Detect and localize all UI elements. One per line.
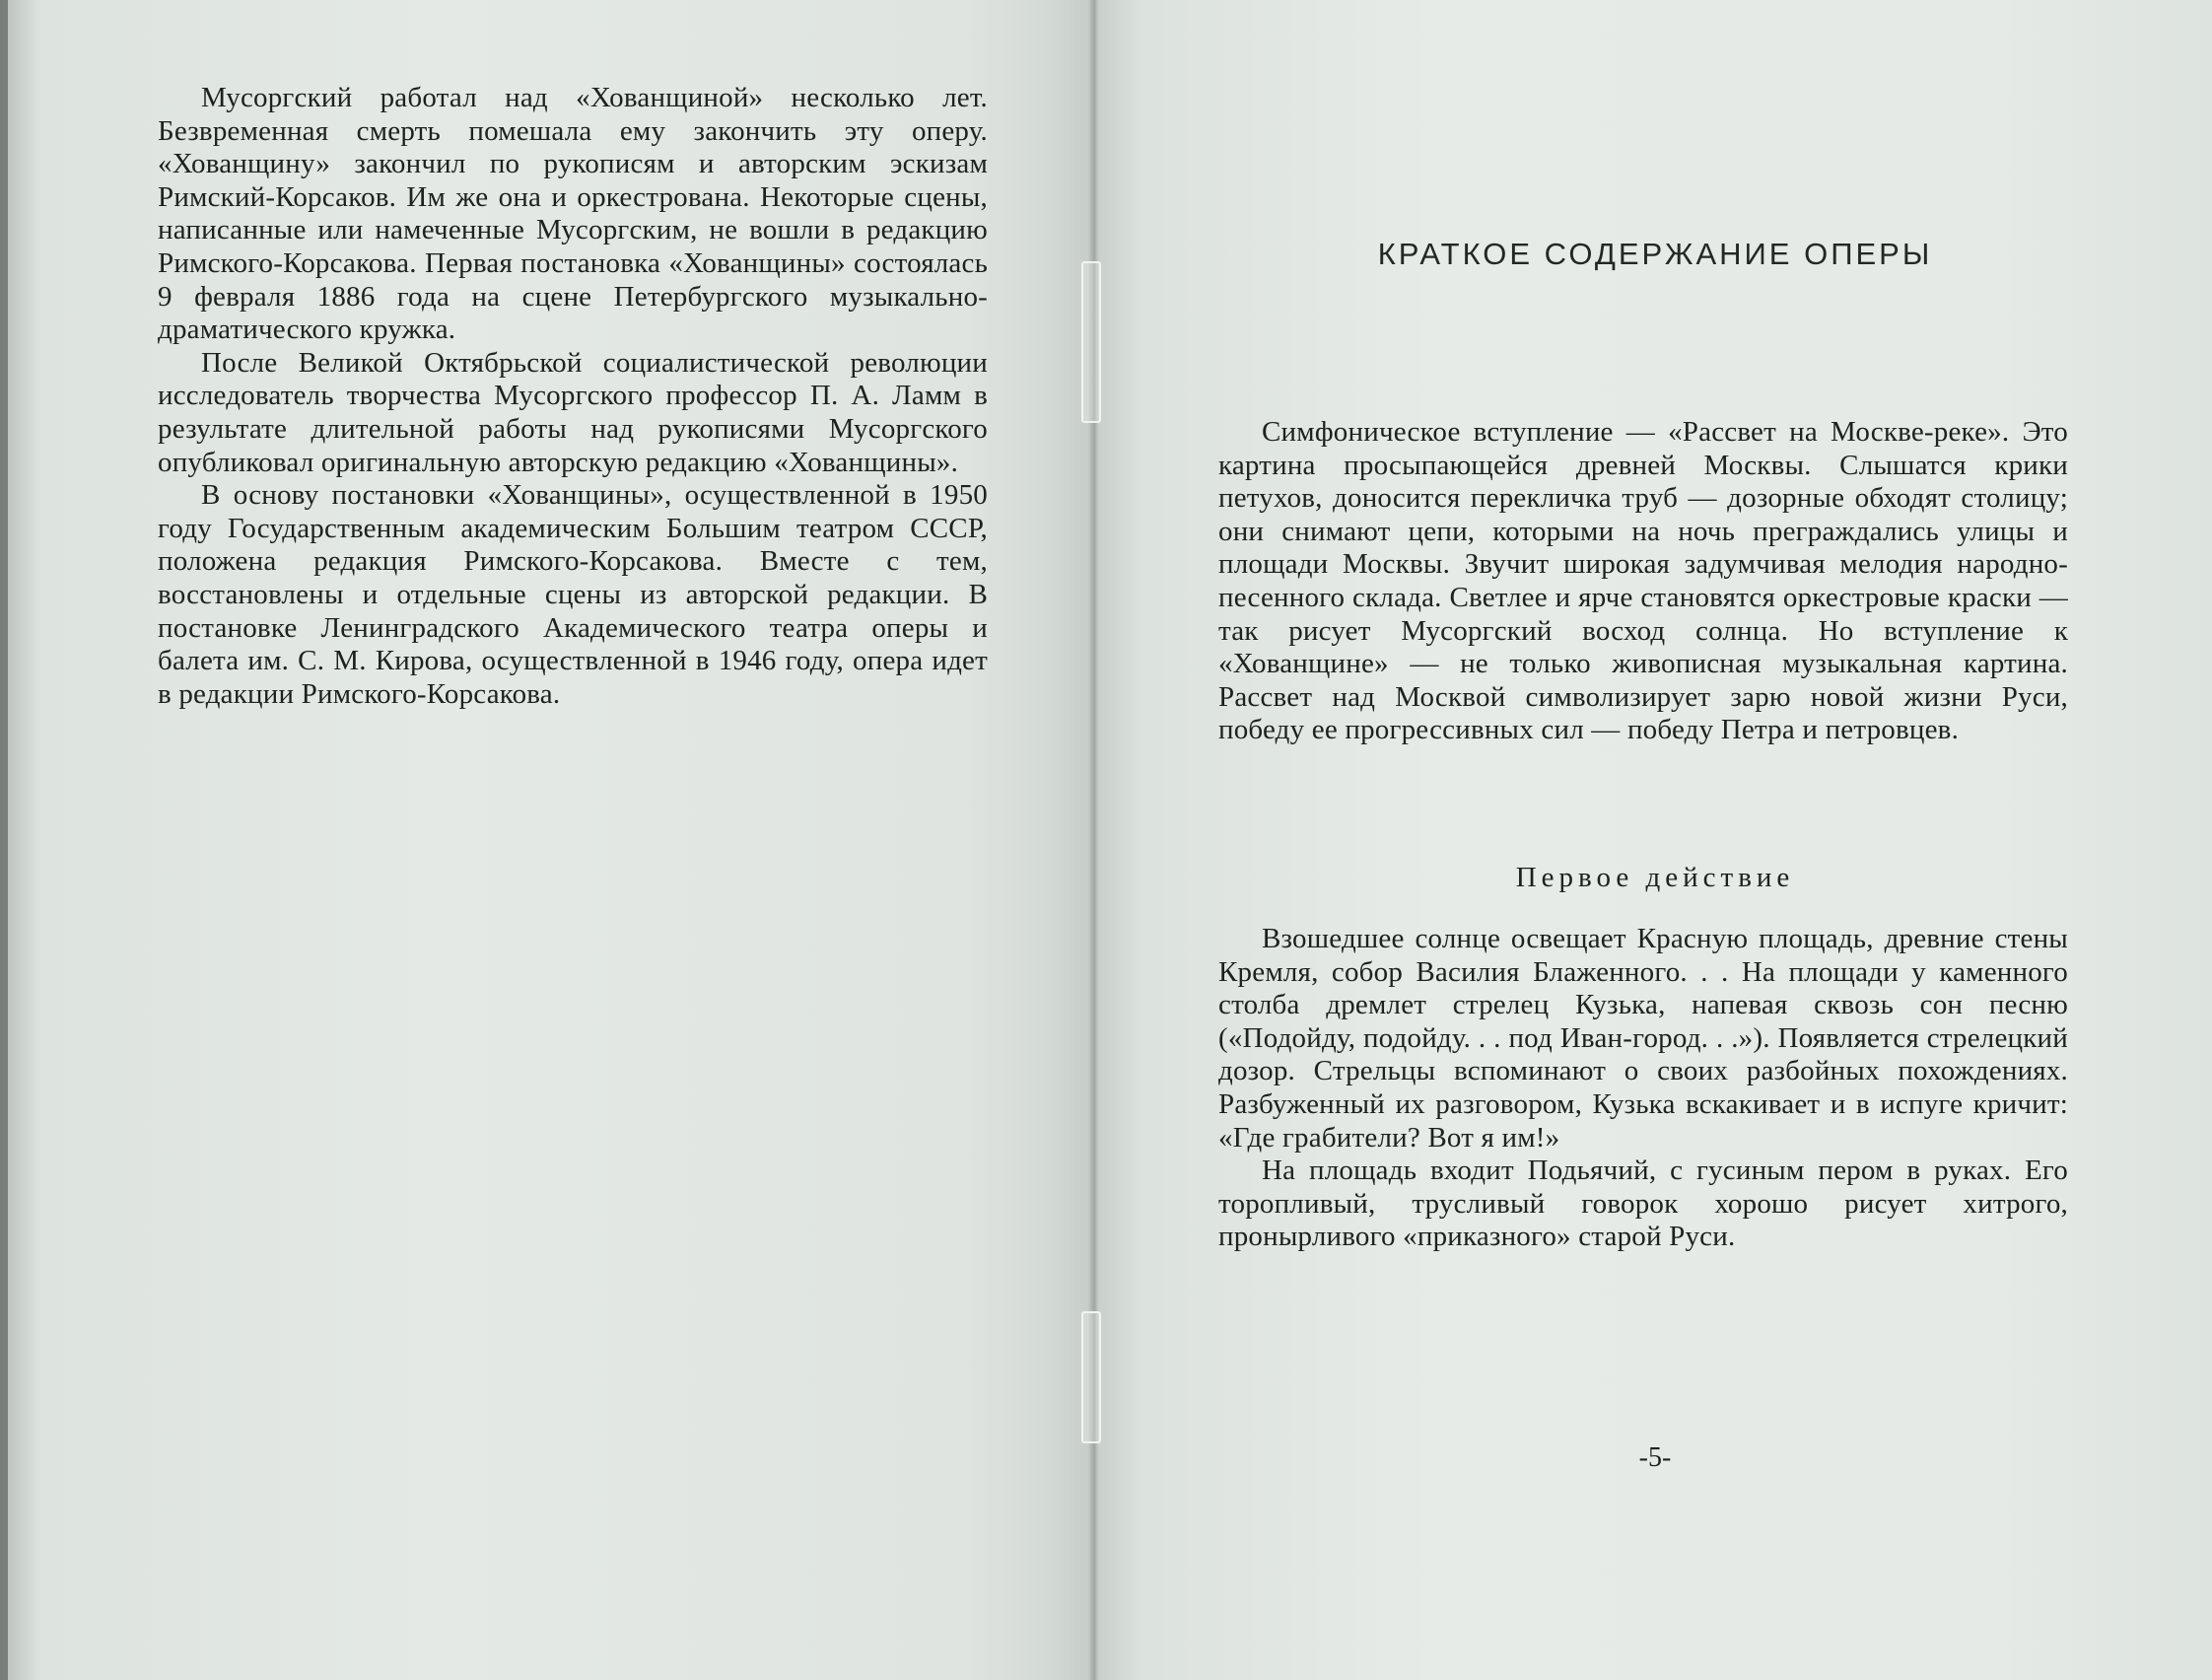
right-page	[1098, 0, 2212, 1680]
binding-stitch-bottom	[1081, 1311, 1101, 1443]
section-heading: КРАТКОЕ СОДЕРЖАНИЕ ОПЕРЫ	[1377, 237, 1933, 271]
binding-stitch-top	[1081, 261, 1101, 423]
intro-text	[1218, 416, 2068, 747]
page-number: -5-	[1638, 1442, 1672, 1473]
left-page-text	[158, 82, 988, 711]
act-heading: Первое действие	[1515, 862, 1795, 893]
act-paragraph-1: Взошедшее солнце освещает Красную площадь, древние стены Кремля, собор Василия Блаженного. . . На площади у каменного столба дремлет стрелец Кузька, напевая сквозь сон песню («Подойду, подойду. . . под Иван-город. . .»). Появляется стрелецкий дозор. Стрельцы вспоминают о своих разбойных похождениях. Разбуженный их разговором, Кузька вскакивает и в испуге кричит: «Где грабители? Вот я им!»	[1218, 923, 2068, 1154]
intro-paragraph-1: Симфоническое вступление — «Рассвет на Москве-реке». Это картина просыпающейся древней Москвы. Слышатся крики петухов, доносится перекличка труб — дозорные обходят столицу; они снимают цепи, которыми на ночь преграждались улицы и площади Москвы. Звучит широкая задумчивая мелодия народно-песенного склада. Светлее и ярче становятся оркестровые краски — так рисует Мусоргский восход солнца. Но вступление к «Хованщине» — не только живописная музыкальная картина. Рассвет над Москвой символизирует зарю новой жизни Руси, победу ее прогрессивных сил — победу Петра и петровцев.	[1218, 416, 2068, 746]
left-paragraph-2: После Великой Октябрьской социалистической революции исследователь творчества Мусоргского профессор П. А. Ламм в результате длительной работы над рукописями Мусоргского опубликовал оригинальную авторскую редакцию «Хованщины».	[158, 346, 988, 478]
act-text	[1218, 923, 2068, 1254]
left-paragraph-1: Мусоргский работал над «Хованщиной» несколько лет. Безвременная смерть помешала ему закончить эту оперу. «Хованщину» закончил по рукописям и авторским эскизам Римский-Корсаков. Им же она и оркестрована. Некоторые сцены, написанные или намеченные Мусоргским, не вошли в редакцию Римского-Корсакова. Первая постановка «Хованщины» состоялась 9 февраля 1886 года на сцене Петербургского музыкально-драматического кружка.	[158, 82, 988, 346]
left-paragraph-3: В основу постановки «Хованщины», осуществленной в 1950 году Государственным академическим Большим театром СССР, положена редакция Римского-Корсакова. Вместе с тем, восстановлены и отдельные сцены из авторской редакции. В постановке Ленинградского Академического театра оперы и балета им. С. М. Кирова, осуществленной в 1946 году, опера идет в редакции Римского-Корсакова.	[158, 479, 988, 710]
act-paragraph-2: На площадь входит Подьячий, с гусиным пером в руках. Его торопливый, трусливый говорок хорошо рисует хитрого, пронырливого «приказного» старой Руси.	[1218, 1155, 2068, 1253]
left-page	[8, 0, 1092, 1680]
